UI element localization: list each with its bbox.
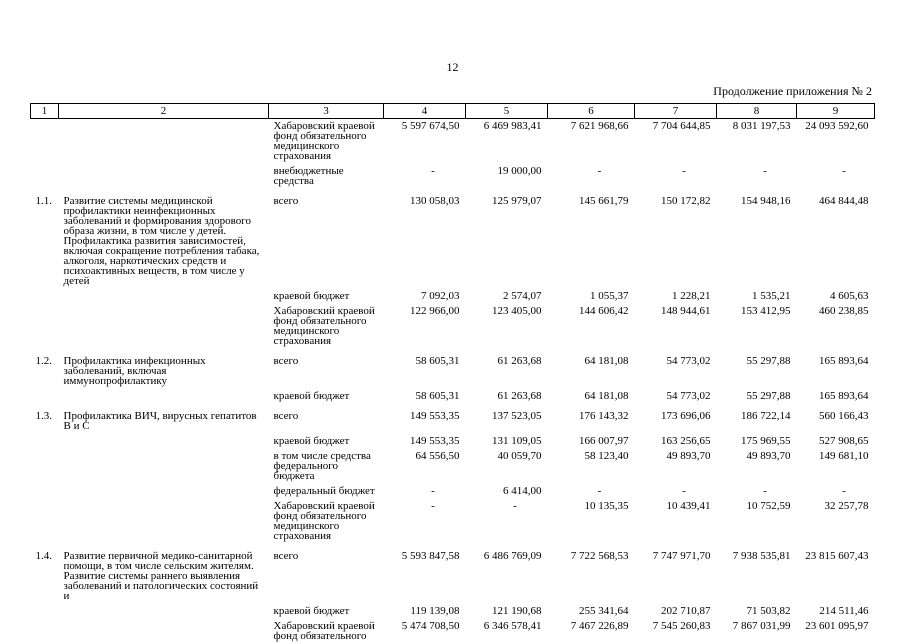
amount-cell: 7 545 260,83 (635, 619, 717, 644)
amount-cell: 7 704 644,85 (635, 119, 717, 165)
measure-description-cell: Развитие первичной медико-санитарной помощи, в том числе сельским жителям. Развитие системы раннего выявления заболеваний и патологических состояний и (59, 544, 269, 604)
amount-cell: 255 341,64 (548, 604, 635, 619)
section-number-cell: 1.1. (31, 189, 59, 289)
table-row (31, 189, 875, 289)
amount-cell: 4 605,63 (797, 289, 875, 304)
amount-cell: 6 346 578,41 (466, 619, 548, 644)
measure-description-cell (59, 499, 269, 544)
table-row (31, 484, 875, 499)
amount-cell: 527 908,65 (797, 434, 875, 449)
header-cell: 5 (466, 104, 548, 119)
funding-source-cell: всего (269, 404, 384, 434)
amount-cell: 55 297,88 (717, 389, 797, 404)
header-cell: 3 (269, 104, 384, 119)
amount-cell: - (717, 484, 797, 499)
header-cell: 8 (717, 104, 797, 119)
amount-cell: 23 815 607,43 (797, 544, 875, 604)
amount-cell: - (717, 164, 797, 189)
funding-source-cell: всего (269, 189, 384, 289)
table-row (31, 434, 875, 449)
amount-cell: 7 092,03 (384, 289, 466, 304)
page-number: 12 (0, 60, 905, 75)
amount-cell: 163 256,65 (635, 434, 717, 449)
table-body (31, 119, 875, 644)
table-row (31, 349, 875, 389)
amount-cell: 7 747 971,70 (635, 544, 717, 604)
funding-source-cell: краевой бюджет (269, 604, 384, 619)
table-row (31, 119, 875, 165)
amount-cell: 5 597 674,50 (384, 119, 466, 165)
amount-cell: 560 166,43 (797, 404, 875, 434)
amount-cell: 10 752,59 (717, 499, 797, 544)
funding-source-cell: в том числе средства федерального бюджета (269, 449, 384, 484)
amount-cell: 173 696,06 (635, 404, 717, 434)
amount-cell: 176 143,32 (548, 404, 635, 434)
amount-cell: 131 109,05 (466, 434, 548, 449)
header-cell: 9 (797, 104, 875, 119)
measure-description-cell (59, 449, 269, 484)
section-number-cell: 1.2. (31, 349, 59, 389)
funding-source-cell: федеральный бюджет (269, 484, 384, 499)
amount-cell: 6 469 983,41 (466, 119, 548, 165)
amount-cell: 5 474 708,50 (384, 619, 466, 644)
amount-cell: - (635, 484, 717, 499)
funding-source-cell: Хабаровский краевой фонд обязательного медицинского страхования (269, 119, 384, 165)
amount-cell: 32 257,78 (797, 499, 875, 544)
amount-cell: 7 621 968,66 (548, 119, 635, 165)
amount-cell: 54 773,02 (635, 389, 717, 404)
measure-description-cell (59, 164, 269, 189)
header-row (31, 104, 875, 119)
table-row (31, 164, 875, 189)
amount-cell: 40 059,70 (466, 449, 548, 484)
header-cell: 2 (59, 104, 269, 119)
section-number-cell (31, 619, 59, 644)
amount-cell: 55 297,88 (717, 349, 797, 389)
amount-cell: 123 405,00 (466, 304, 548, 349)
amount-cell: 175 969,55 (717, 434, 797, 449)
amount-cell: 460 238,85 (797, 304, 875, 349)
section-number-cell: 1.3. (31, 404, 59, 434)
section-number-cell (31, 449, 59, 484)
section-number-cell (31, 389, 59, 404)
section-number-cell (31, 164, 59, 189)
table-row (31, 544, 875, 604)
amount-cell: 2 574,07 (466, 289, 548, 304)
table-row (31, 619, 875, 644)
amount-cell: 19 000,00 (466, 164, 548, 189)
table-row (31, 389, 875, 404)
amount-cell: 71 503,82 (717, 604, 797, 619)
amount-cell: 7 867 031,99 (717, 619, 797, 644)
table-row (31, 449, 875, 484)
amount-cell: 64 181,08 (548, 389, 635, 404)
measure-description-cell: Профилактика ВИЧ, вирусных гепатитов В и С (59, 404, 269, 434)
amount-cell: 153 412,95 (717, 304, 797, 349)
funding-source-cell: Хабаровский краевой фонд обязательного медицинского страхования (269, 304, 384, 349)
amount-cell: 58 123,40 (548, 449, 635, 484)
amount-cell: 49 893,70 (717, 449, 797, 484)
amount-cell: 58 605,31 (384, 349, 466, 389)
funding-source-cell: Хабаровский краевой фонд обязательного медицинского страхования (269, 499, 384, 544)
amount-cell: - (548, 164, 635, 189)
amount-cell: 23 601 095,97 (797, 619, 875, 644)
header-cell: 7 (635, 104, 717, 119)
measure-description-cell (59, 289, 269, 304)
section-number-cell: 1.4. (31, 544, 59, 604)
amount-cell: 165 893,64 (797, 389, 875, 404)
amount-cell: - (384, 484, 466, 499)
funding-source-cell: Хабаровский краевой фонд обязательного (269, 619, 384, 644)
amount-cell: 121 190,68 (466, 604, 548, 619)
measure-description-cell (59, 604, 269, 619)
header-cell: 1 (31, 104, 59, 119)
table-row (31, 604, 875, 619)
section-number-cell (31, 434, 59, 449)
amount-cell: 7 467 226,89 (548, 619, 635, 644)
measure-description-cell (59, 304, 269, 349)
section-number-cell (31, 304, 59, 349)
amount-cell: 1 228,21 (635, 289, 717, 304)
funding-source-cell: внебюджетные средства (269, 164, 384, 189)
amount-cell: 7 938 535,81 (717, 544, 797, 604)
section-number-cell (31, 604, 59, 619)
amount-cell: 137 523,05 (466, 404, 548, 434)
measure-description-cell (59, 434, 269, 449)
amount-cell: 149 553,35 (384, 434, 466, 449)
amount-cell: 145 661,79 (548, 189, 635, 289)
amount-cell: 122 966,00 (384, 304, 466, 349)
amount-cell: 58 605,31 (384, 389, 466, 404)
table-row (31, 499, 875, 544)
amount-cell: - (384, 164, 466, 189)
amount-cell: 149 553,35 (384, 404, 466, 434)
amount-cell: 165 893,64 (797, 349, 875, 389)
amount-cell: 61 263,68 (466, 389, 548, 404)
amount-cell: 10 135,35 (548, 499, 635, 544)
section-number-cell (31, 119, 59, 165)
amount-cell: 61 263,68 (466, 349, 548, 389)
measure-description-cell (59, 389, 269, 404)
amount-cell: 202 710,87 (635, 604, 717, 619)
table-row (31, 289, 875, 304)
amount-cell: 144 606,42 (548, 304, 635, 349)
amount-cell: 119 139,08 (384, 604, 466, 619)
section-number-cell (31, 484, 59, 499)
amount-cell: 64 181,08 (548, 349, 635, 389)
amount-cell: 130 058,03 (384, 189, 466, 289)
amount-cell: - (797, 164, 875, 189)
amount-cell: 214 511,46 (797, 604, 875, 619)
appendix-caption: Продолжение приложения № 2 (713, 84, 872, 99)
amount-cell: 6 414,00 (466, 484, 548, 499)
funding-source-cell: всего (269, 544, 384, 604)
header-cell: 6 (548, 104, 635, 119)
amount-cell: 7 722 568,53 (548, 544, 635, 604)
section-number-cell (31, 499, 59, 544)
funding-source-cell: всего (269, 349, 384, 389)
amount-cell: 125 979,07 (466, 189, 548, 289)
measure-description-cell (59, 619, 269, 644)
amount-cell: 154 948,16 (717, 189, 797, 289)
amount-cell: 49 893,70 (635, 449, 717, 484)
funding-source-cell: краевой бюджет (269, 434, 384, 449)
amount-cell: - (548, 484, 635, 499)
table-row (31, 404, 875, 434)
amount-cell: 5 593 847,58 (384, 544, 466, 604)
header-cell: 4 (384, 104, 466, 119)
amount-cell: 1 535,21 (717, 289, 797, 304)
section-number-cell (31, 289, 59, 304)
measure-description-cell (59, 484, 269, 499)
measure-description-cell: Развитие системы медицинской профилактики неинфекционных заболеваний и формирования здорового образа жизни, в том числе у детей. Профилактика развития зависимостей, включая сокращение потребления табака, алкоголя, наркотических средств и психоактивных веществ, в том числе у детей (59, 189, 269, 289)
funding-source-cell: краевой бюджет (269, 389, 384, 404)
amount-cell: 148 944,61 (635, 304, 717, 349)
measure-description-cell (59, 119, 269, 165)
amount-cell: 150 172,82 (635, 189, 717, 289)
amount-cell: - (466, 499, 548, 544)
amount-cell: 186 722,14 (717, 404, 797, 434)
amount-cell: 54 773,02 (635, 349, 717, 389)
amount-cell: - (797, 484, 875, 499)
amount-cell: 6 486 769,09 (466, 544, 548, 604)
amount-cell: 10 439,41 (635, 499, 717, 544)
amount-cell: 64 556,50 (384, 449, 466, 484)
budget-table (30, 103, 875, 644)
table-row (31, 304, 875, 349)
amount-cell: 166 007,97 (548, 434, 635, 449)
amount-cell: 24 093 592,60 (797, 119, 875, 165)
amount-cell: 8 031 197,53 (717, 119, 797, 165)
amount-cell: - (635, 164, 717, 189)
measure-description-cell: Профилактика инфекционных заболеваний, включая иммунопрофилактику (59, 349, 269, 389)
amount-cell: 149 681,10 (797, 449, 875, 484)
amount-cell: - (384, 499, 466, 544)
funding-source-cell: краевой бюджет (269, 289, 384, 304)
amount-cell: 464 844,48 (797, 189, 875, 289)
amount-cell: 1 055,37 (548, 289, 635, 304)
